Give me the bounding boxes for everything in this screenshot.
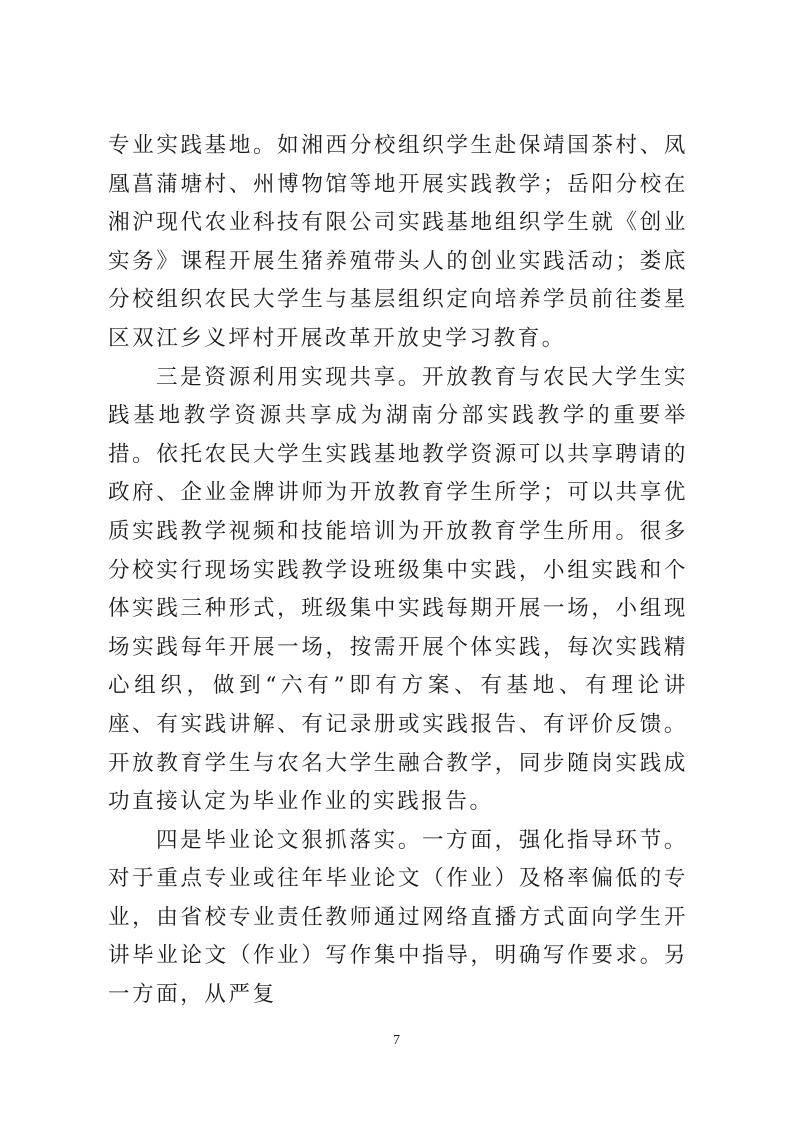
paragraph-practice-bases: 专业实践基地。如湘西分校组织学生赴保靖国茶村、凤凰菖蒲塘村、州博物馆等地开展实践教学；岳阳分校在湘沪现代农业科技有限公司实践基地组织学生就《创业实务》课程开展生猪养殖带头人的创业实践活动；娄底分校组织农民大学生与基层组织定向培养学员前往娄星区双江乡义坪村开展改革开放史学习教育。 [108,133,688,351]
body-text [108,127,688,1015]
paragraph-resource-sharing: 三是资源利用实现共享。开放教育与农民大学生实践基地教学资源共享成为湖南分部实践教学的重要举措。依托农民大学生实践基地教学资源可以共享聘请的政府、企业金牌讲师为开放教育学生所学；可以共享优质实践教学视频和技能培训为开放教育学生所用。很多分校实行现场实践教学设班级集中实践，小组实践和个体实践三种形式，班级集中实践每期开展一场，小组现场实践每年开展一场，按需开展个体实践，每次实践精心组织，做到“六有”即有方案、有基地、有理论讲座、有实践讲解、有记录册或实践报告、有评价反馈。开放教育学生与农名大学生融合教学，同步随岗实践成功直接认定为毕业作业的实践报告。 [108,364,688,815]
paragraph-graduation-thesis: 四是毕业论文狠抓落实。一方面，强化指导环节。对于重点专业或往年毕业论文（作业）及格率偏低的专业，由省校专业责任教师通过网络直播方式面向学生开讲毕业论文（作业）写作集中指导，明确写作要求。另一方面，从严复 [108,827,688,1008]
page-number: 7 [393,1033,400,1048]
